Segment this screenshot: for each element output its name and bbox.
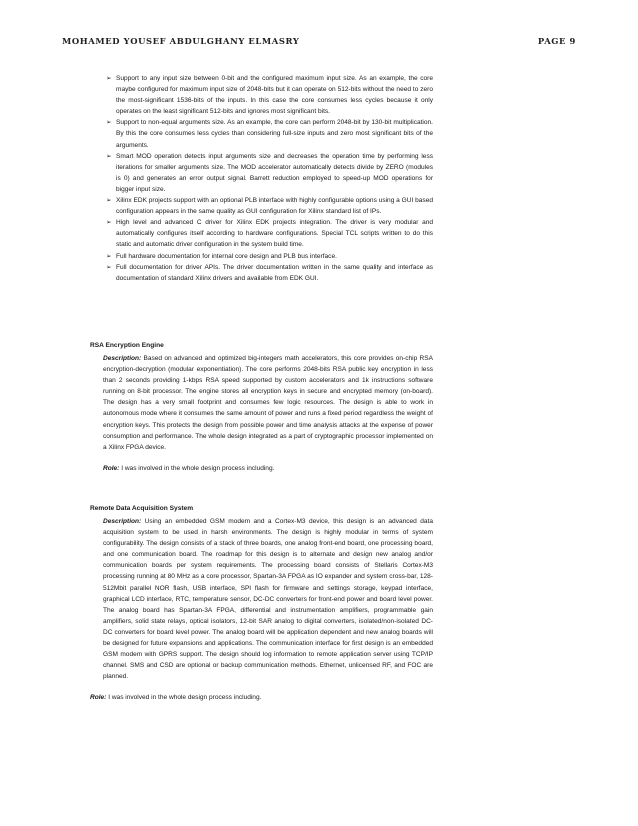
bullet-item <box>107 251 433 262</box>
bullet-item <box>107 117 433 150</box>
bullet-item <box>107 262 433 284</box>
bullet-item <box>107 195 433 217</box>
role-text: I was involved in the whole design process including. <box>106 694 262 702</box>
role-label: Role: <box>103 464 120 472</box>
section-title: RSA Encryption Engine <box>90 342 164 349</box>
bullet-text: Smart MOD operation detects input arguments size and decreases the operation time by performing less iterations for smaller arguments size. The MOD accelerator automatically detects divide by ZERO (modules is 0) and generates an error output signal. Barrett reduction employed to speed-up MOD operations for bigger input size. <box>116 152 433 193</box>
description-label: Description: <box>103 518 142 525</box>
remote-daq-section <box>90 503 433 703</box>
arrow-bullet-icon: ➢ <box>106 75 112 82</box>
section-title: Remote Data Acquisition System <box>90 505 194 512</box>
bullet-text: Full documentation for driver APIs. The driver documentation written in the same quality and interface as documentation of standard Xilinx drivers and available from EDK GUI. <box>116 263 433 282</box>
page-number: PAGE 9 <box>537 36 576 46</box>
bullet-text: Full hardware documentation for internal core design and PLB bus interface. <box>116 252 337 260</box>
rsa-section <box>90 340 433 474</box>
role-label: Role: <box>90 694 107 702</box>
arrow-bullet-icon: ➢ <box>106 197 112 205</box>
bullet-text: High level and advanced C driver for Xilinx EDK projects integration. The driver is very modular and automatically configures itself according to hardware configurations. Special TCL scripts written to do this static and automatic driver configuration in the system build time. <box>116 219 433 249</box>
bullet-text: Support to non-equal arguments size. As an example, the core can perform 2048-bit by 130-bit multiplication. By this the core consumes less cycles than considering full-size inputs and zero most significant bits of the arguments. <box>116 119 433 149</box>
feature-bullet-list <box>107 73 433 284</box>
role-line <box>90 692 433 703</box>
description-text: Based on advanced and optimized big-integers math accelerators, this core provides on-chip RSA encryption-decryption (modular exponentiation). The core performs 2048-bits RSA public key encryption in less than 2 seconds providing 1-kbps RSA speed supported by custom accelerators and 1k instructions software running on 8-bit processor. The engine stores all encryption keys in secure and encrypted memory (on-board). The design has a very small footprint and consumes few logic resources. The design is able to work in autonomous mode where it consumes the same amount of power and runs a fixed period regardless the weight of encryption keys. This protects the design from possible power and time analysis attacks at the expense of power consumption and performance. The whole design integrated as a part of cryptographic processor implemented on a Xilinx FPGA device. <box>103 355 433 451</box>
role-line <box>103 463 433 474</box>
page-header <box>62 36 576 46</box>
arrow-bullet-icon: ➢ <box>106 119 112 127</box>
bullet-item <box>107 73 433 117</box>
arrow-bullet-icon: ➢ <box>106 152 112 160</box>
bullet-text: Support to any input size between 0-bit and the configured maximum input size. As an example, the core maybe configured for maximum input size of 2048-bits but it can operate on 512-bits without the need to zero the most-significant 1536-bits of the inputs. In this case the core consumes less cycles because it only operates on the least significant 512-bits and ignores most significant bits. <box>116 75 433 116</box>
description-label: Description: <box>103 355 142 362</box>
section-description <box>103 353 433 453</box>
arrow-bullet-icon: ➢ <box>106 263 112 271</box>
role-text: I was involved in the whole design process including. <box>119 464 275 472</box>
section-description <box>103 516 433 682</box>
arrow-bullet-icon: ➢ <box>106 219 112 227</box>
bullet-item <box>107 151 433 195</box>
arrow-bullet-icon: ➢ <box>106 252 112 260</box>
bullet-text: Xilinx EDK projects support with an optional PLB interface with highly configurable options using a GUI based configuration appears in the same quality as GUI configuration for Xilinx standard list of IPs. <box>116 197 433 216</box>
bullet-item <box>107 217 433 250</box>
description-text: Using an embedded GSM modem and a Cortex-M3 device, this design is an advanced data acquisition system to be used in harsh environments. The design is highly modular in terms of system configurability. The design consists of a stack of three boards, one analog front-end board, one processing board, and one communication board. The roadmap for this design is to alternate and design new analog and/or communication boards per system requirements. The processing board consists of Stellaris Cortex-M3 processing running at 80 MHz as a core processor, Spartan-3A FPGA as IO expander and system cross-bar, 128-512Mbit parallel NOR flash, USB interface, SPI flash for firmware and settings storage, keypad interface, graphical LCD interface, RTC, temperature sensor, DC-DC converters for front-end power and board level power. The analog board has Spartan-3A FPGA, differential and instrumentation amplifiers, programmable gain amplifiers, solid state relays, optical isolators, 12-bit SAR analog to digital converters, isolated/non-isolated DC-DC converters for board level power. The analog board will be application dependent and new analog boards will be designed for future expansions and applications. The communication interface for first design is an embedded GSM modem with GPRS support. The design should log information to remote application server using TCP/IP channel. SMS and CSD are optional or backup communication methods. Ethernet, unlicensed RF, and FOC are planned. <box>103 518 433 681</box>
author-name: MOHAMED YOUSEF ABDULGHANY ELMASRY <box>62 36 300 46</box>
